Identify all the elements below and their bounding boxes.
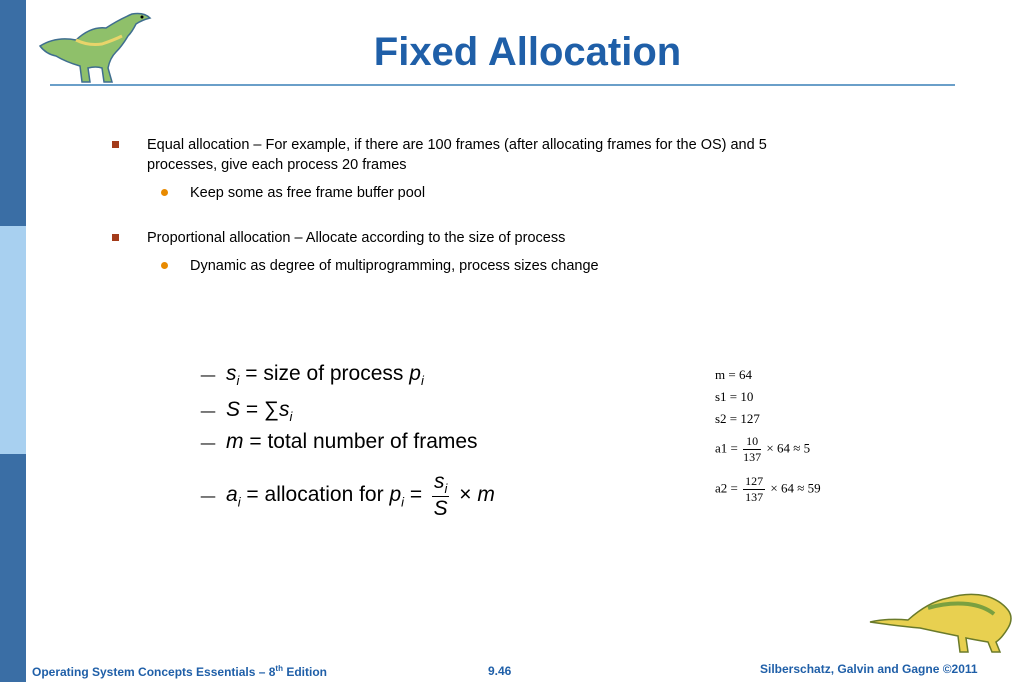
- title-divider: [50, 84, 955, 86]
- example-m: m = 64: [715, 367, 752, 382]
- square-bullet-icon: [112, 141, 119, 148]
- sidebar: [0, 0, 26, 682]
- round-bullet-icon: [161, 262, 168, 269]
- square-bullet-icon: [112, 234, 119, 241]
- dash-icon: —: [200, 433, 216, 452]
- formula-size-of-process: — $s_i$ = size of process $p_i$: [200, 362, 424, 389]
- example-a2: a2 = $\frac{127}{137}$ × 64 ≈ 59: [715, 474, 821, 504]
- formula-total-frames: — m = total number of frames: [200, 430, 478, 453]
- sidebar-segment-middle: [0, 226, 26, 454]
- dash-icon: —: [200, 486, 216, 506]
- bullet-text-line: Equal allocation – For example, if there are 100 frames (after allocating frames for the OS) and 5: [147, 137, 767, 153]
- footer-authors: Silberschatz, Galvin and Gagne ©2011: [760, 662, 978, 676]
- example-s1: s1 = 10: [715, 389, 754, 404]
- footer-book-title: Operating System Concepts Essentials – 8th Edition: [32, 664, 327, 679]
- dinosaur-logo-icon: [36, 6, 156, 86]
- footer-page-number: 9.46: [488, 664, 512, 678]
- example-a1: a1 = $\frac{10}{137}$ × 64 ≈ 5: [715, 434, 811, 464]
- round-bullet-icon: [161, 189, 168, 196]
- formula-total-size: — $S = \sum s_i$: [200, 398, 293, 425]
- bullet-text-line: processes, give each process 20 frames: [147, 157, 407, 173]
- example-s2: s2 = 127: [715, 411, 760, 426]
- sidebar-segment-top: [0, 0, 26, 226]
- bullet-proportional-allocation: Proportional allocation – Allocate according to the size of process: [147, 230, 566, 246]
- sub-bullet-dynamic: Dynamic as degree of multiprogramming, process sizes change: [190, 258, 599, 274]
- page-title: Fixed Allocation: [373, 30, 682, 74]
- dash-icon: —: [200, 365, 216, 384]
- bullet-equal-allocation: [147, 135, 937, 175]
- fraction: $\frac{s_i}{S}$: [433, 470, 448, 521]
- dinosaur-illustration-icon: [868, 582, 1016, 654]
- formula-allocation: — $a_i$ = allocation for $p_i$ = $\frac{s_i}{S}$ × m: [200, 470, 495, 521]
- sidebar-segment-bottom: [0, 454, 26, 682]
- sub-bullet-free-pool: Keep some as free frame buffer pool: [190, 185, 426, 201]
- dash-icon: —: [200, 401, 216, 420]
